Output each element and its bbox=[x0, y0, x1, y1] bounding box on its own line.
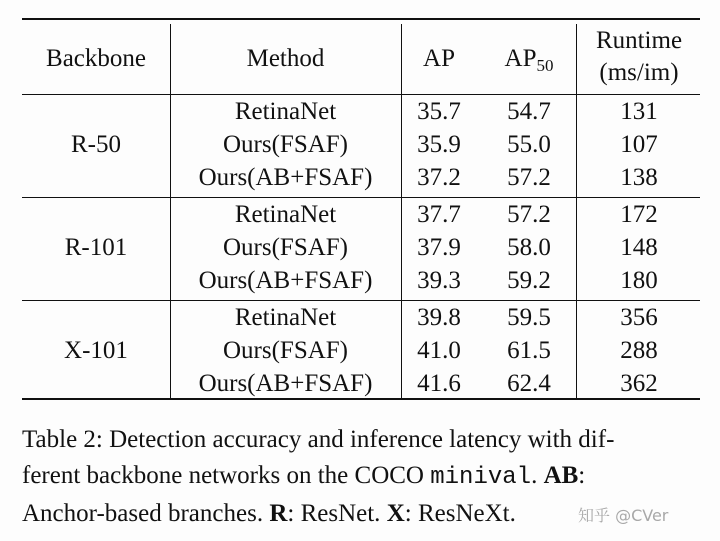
backbone-cell: X-101 bbox=[64, 337, 128, 364]
runtime-cell: 362 bbox=[620, 370, 658, 397]
caption-text: : bbox=[578, 462, 586, 489]
runtime-cell: 172 bbox=[620, 201, 658, 228]
ap-cell: 37.2 bbox=[417, 164, 461, 191]
method-cell: RetinaNet bbox=[234, 98, 337, 125]
header-runtime-unit: (ms/im) bbox=[599, 59, 679, 86]
header-method: Method bbox=[246, 45, 325, 72]
header-runtime: Runtime bbox=[595, 27, 683, 54]
ap-cell: 37.9 bbox=[417, 234, 461, 261]
method-cell: Ours(FSAF) bbox=[222, 234, 349, 261]
table-group-rule bbox=[22, 300, 700, 301]
backbone-cell: R-101 bbox=[64, 234, 128, 261]
caption-text: . bbox=[531, 462, 544, 489]
header-ap50-base: AP bbox=[504, 45, 537, 72]
ap50-cell: 59.5 bbox=[507, 304, 551, 331]
runtime-cell: 180 bbox=[620, 267, 658, 294]
watermark: 知乎 @CVer bbox=[578, 506, 669, 525]
ap50-cell: 55.0 bbox=[507, 131, 551, 158]
header-ap50-subscript: 50 bbox=[536, 56, 554, 75]
caption-text: : ResNeXt. bbox=[404, 500, 516, 527]
ap-cell: 37.7 bbox=[417, 201, 461, 228]
method-cell: RetinaNet bbox=[234, 201, 337, 228]
caption-split-name: minival bbox=[430, 464, 532, 491]
table-group-rule bbox=[22, 94, 700, 95]
caption-text: Anchor-based branches. bbox=[22, 500, 270, 527]
ap-cell: 41.0 bbox=[417, 337, 461, 364]
ap50-cell: 61.5 bbox=[507, 337, 551, 364]
header-ap: AP bbox=[423, 45, 455, 72]
header-ap50 bbox=[482, 44, 576, 74]
caption-abbrev-r: R bbox=[269, 500, 288, 527]
ap50-cell: 57.2 bbox=[507, 164, 551, 191]
caption-abbrev-x: X bbox=[386, 500, 405, 527]
table-vline-3 bbox=[576, 24, 577, 400]
caption-text: ferent backbone networks on the COCO bbox=[22, 462, 431, 489]
runtime-cell: 288 bbox=[620, 337, 658, 364]
runtime-cell: 107 bbox=[620, 131, 658, 158]
runtime-cell: 131 bbox=[620, 98, 658, 125]
runtime-cell: 356 bbox=[620, 304, 658, 331]
ap50-cell: 58.0 bbox=[507, 234, 551, 261]
ap50-cell: 54.7 bbox=[507, 98, 551, 125]
caption-text: : ResNet. bbox=[287, 500, 387, 527]
caption-line-2 bbox=[22, 458, 702, 496]
backbone-cell: R-50 bbox=[71, 131, 121, 158]
table-bottom-rule bbox=[22, 398, 700, 400]
ap50-cell: 62.4 bbox=[507, 370, 551, 397]
method-cell: Ours(AB+FSAF) bbox=[198, 267, 373, 294]
ap-cell: 41.6 bbox=[417, 370, 461, 397]
table-vline-2 bbox=[401, 24, 402, 400]
method-cell: Ours(AB+FSAF) bbox=[198, 370, 373, 397]
method-cell: RetinaNet bbox=[234, 304, 337, 331]
ap50-cell: 59.2 bbox=[507, 267, 551, 294]
header-backbone: Backbone bbox=[46, 45, 146, 72]
results-table bbox=[22, 18, 700, 400]
runtime-cell: 138 bbox=[620, 164, 658, 191]
method-cell: Ours(FSAF) bbox=[222, 131, 349, 158]
ap-cell: 39.3 bbox=[417, 267, 461, 294]
ap-cell: 35.9 bbox=[417, 131, 461, 158]
table-top-rule bbox=[22, 18, 700, 20]
table-group-rule bbox=[22, 197, 700, 198]
caption-line-1: Table 2: Detection accuracy and inference latency with dif- bbox=[22, 426, 615, 453]
method-cell: Ours(AB+FSAF) bbox=[198, 164, 373, 191]
ap50-cell: 57.2 bbox=[507, 201, 551, 228]
method-cell: Ours(FSAF) bbox=[222, 337, 349, 364]
runtime-cell: 148 bbox=[620, 234, 658, 261]
caption-abbrev-ab: AB bbox=[543, 462, 579, 489]
ap-cell: 35.7 bbox=[417, 98, 461, 125]
ap-cell: 39.8 bbox=[417, 304, 461, 331]
